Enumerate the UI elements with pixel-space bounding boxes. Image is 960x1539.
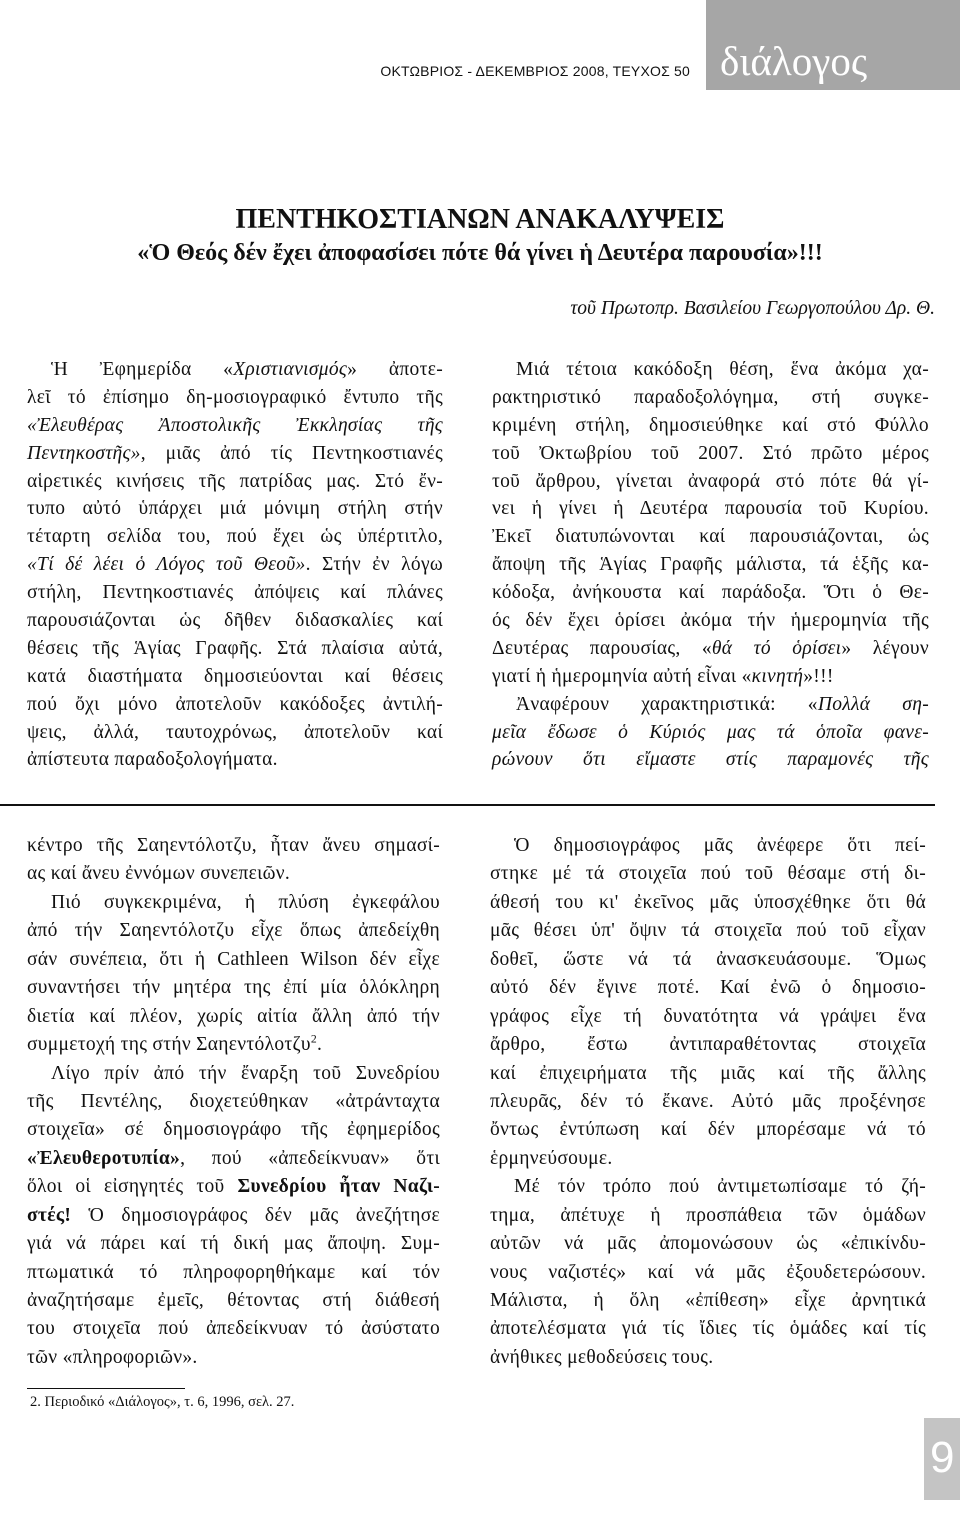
text-line bbox=[492, 663, 929, 691]
text-line: θέσεις τῆς Ἁγίας Γραφῆς. Στά πλαίσια αὐτά, bbox=[27, 637, 443, 659]
text-segment: γιατί ἡ ἡμερομηνία αὐτή εἶναι « bbox=[492, 665, 752, 687]
text-line: μεῖα ἔδωσε ὁ Κύριός μας τά ὁποῖα φανε- bbox=[492, 721, 929, 743]
issue-line: ΟΚΤΩΒΡΙΟΣ - ΔΕΚΕΜΒΡΙΟΣ 2008, ΤΕΥΧΟΣ 50 bbox=[380, 63, 690, 79]
text-line: Λίγο πρίν ἀπό τήν ἔναρξη τοῦ Συνεδρίου bbox=[51, 1062, 440, 1084]
text-line: πλευρᾶς, δέν τό ἔκανε. Αὐτό μᾶς προξένησε bbox=[490, 1090, 926, 1112]
article-title: ΠΕΝΤΗΚΟΣΤΙΑΝΩΝ ΑΝΑΚΑΛΥΨΕΙΣ bbox=[235, 204, 725, 235]
text-line: ἄποψη τῆς Ἁγίας Γραφῆς μάλιστα, τά ἑξῆς κα- bbox=[492, 554, 929, 576]
text-line: γιά νά πάρει καί τή δική μας ἄποψη. Συμ- bbox=[27, 1233, 440, 1255]
text-line: καί ἐπιχειρήματα τῆς μιᾶς καί τῆς ἄλλης bbox=[490, 1062, 926, 1084]
text-segment: συμμετοχή της στήν Σαηεντόλοτζυ bbox=[27, 1034, 311, 1056]
text-line: ός δέν ἔχει ὁρίσει ἀκόμα τήν ἡμερομηνία τῆς bbox=[492, 610, 929, 632]
text-line: γράφος εἶχε τή δυνατότητα νά γράψει ἕνα bbox=[490, 1005, 926, 1027]
text-line: συναντήσει τήν μητέρα της ἐπί μία ὁλόκληρη bbox=[27, 977, 440, 999]
text-line: τέταρτη σελίδα του, πού ἔχει ὡς ὑπέρτιτλο, bbox=[27, 526, 443, 548]
text-line: ἀνήθικες μεθοδεύσεις τους. bbox=[490, 1346, 714, 1368]
text-line: ρακτηριστικό παραδοξολόγημα, στή συγκε- bbox=[492, 386, 929, 408]
text-line: στηκε μέ τά στοιχεῖα πού τοῦ θέσαμε στή δι- bbox=[490, 863, 926, 885]
text-line bbox=[27, 440, 443, 468]
text-segment-italic: «Τί δέ λέει ὁ Λόγος τοῦ Θεοῦ» bbox=[27, 554, 306, 576]
text-line: κόδοξα, ἀνήκουστα καί παράδοξα. Ὅτι ὁ Θε- bbox=[492, 582, 929, 604]
text-segment: . bbox=[317, 1034, 323, 1056]
text-line: άθεσή του κι' ἐκεῖνος μᾶς ὑποσχέθηκε ὅτι θά bbox=[490, 891, 926, 913]
text-line: Πιό συγκεκριμένα, ἡ πλύση ἐγκεφάλου bbox=[51, 891, 440, 913]
text-line: αὐτό δέν ἔγινε ποτέ. Καί ἐνῶ ὁ δημοσιο- bbox=[490, 977, 926, 999]
text-segment: Ἡ Ἐφημερίδα « bbox=[51, 359, 234, 380]
text-line: τημα, ἀπέτυχε ἡ προσπάθεια τῶν ὁμάδων bbox=[490, 1204, 926, 1226]
text-segment-bold: στές! bbox=[27, 1204, 72, 1226]
text-line: αἱρετικές κινήσεις τῆς πατρίδας μας. Στό ἔν- bbox=[27, 470, 443, 492]
text-segment-italic: Πεντηκοστῆς» bbox=[27, 442, 141, 464]
text-line: Μιά τέτοια κακόδοξη θέση, ἕνα ἀκόμα χα- bbox=[516, 359, 929, 380]
text-line: στοιχεῖα» σέ δημοσιογράφο τῆς ἐφημερίδος bbox=[27, 1119, 440, 1141]
page-number-box bbox=[924, 1418, 960, 1500]
text-line bbox=[492, 635, 929, 663]
text-segment: » ἀποτε- bbox=[347, 359, 443, 380]
upper-left-column bbox=[27, 356, 443, 774]
magazine-brand-box bbox=[706, 0, 960, 90]
text-segment-italic: Χριστιανισμός bbox=[233, 359, 348, 380]
text-line: ρώνουν ὅτι εἴμαστε στίς παραμονές τῆς bbox=[492, 749, 929, 771]
text-segment-italic: θά τό ὁρίσει bbox=[711, 637, 842, 659]
upper-right-column bbox=[492, 356, 929, 774]
text-line: κριμένη στήλη, δημοσιεύθηκε καί στό Φύλλο bbox=[492, 414, 929, 436]
text-segment-italic: Πολλά ση- bbox=[817, 693, 929, 715]
text-segment: . Στήν ἐν λόγω bbox=[305, 554, 443, 576]
text-line: τῶν «πληροφοριῶν». bbox=[27, 1346, 198, 1368]
text-line: ἑρμηνεύσουμε. bbox=[490, 1147, 613, 1169]
text-line: Ὁ δημοσιογράφος μᾶς ἀνέφερε ὅτι πεί- bbox=[514, 835, 926, 856]
text-line: διετία καί πλέον, χωρίς αἰτία ἄλλη ἀπό τήν bbox=[27, 1005, 440, 1027]
text-line: παρουσιάζονται ὡς δῆθεν διδασκαλίες καί bbox=[27, 610, 443, 632]
text-segment: Ἀναφέρουν χαρακτηριστικά: « bbox=[516, 693, 818, 715]
text-line: Μάλιστα, ἡ ὅλη «ἐπίθεση» εἶχε ἀρνητικά bbox=[490, 1290, 926, 1311]
text-segment: , μιᾶς ἀπό τίς Πεντηκοστιανές bbox=[140, 442, 443, 464]
text-line: του στοιχεῖα πού ἀπεδείκνυαν τό ἀσύστατο bbox=[27, 1318, 440, 1340]
text-line: ἀπίστευτα παραδοξολογήματα. bbox=[27, 749, 278, 771]
text-segment-bold: Συνεδρίου ἦταν Ναζι- bbox=[237, 1176, 440, 1198]
text-line: ἀπό τήν Σαηεντόλοτζυ εἶχε ὅπως ἀπεδείχθη bbox=[27, 920, 440, 942]
text-line: κέντρο τῆς Σαηεντόλοτζυ, ἦταν ἄνευ σημασί- bbox=[27, 835, 440, 856]
text-line: ἄρθρο, ἔστω ἀντιπαραθέτοντας στοιχεῖα bbox=[490, 1034, 926, 1056]
text-line: στήλη, Πεντηκοστιανές ἀπόψεις καί πλάνες bbox=[27, 582, 443, 604]
text-line: νει ἡ γίνει ἡ Δευτέρα παρουσία τοῦ Κυρίου. bbox=[492, 498, 929, 520]
text-line: Ἐκεῖ διατυπώνονται καί παρουσιάζονται, ὡς bbox=[492, 526, 929, 548]
text-line: σάν συνέπεια, ὅτι ἡ Cathleen Wilson δέν εἶχε bbox=[27, 948, 440, 970]
text-segment: , πού «ἀπεδείκνυαν» ὅτι bbox=[180, 1147, 440, 1169]
text-line: νους ναζιστές» καί νά μᾶς ἐξουδετερώσουν. bbox=[490, 1261, 926, 1283]
text-line: κατά διαστήματα δημοσιεύονται καί θέσεις bbox=[27, 665, 443, 687]
text-segment: » λέγουν bbox=[841, 637, 929, 659]
text-line: Μέ τόν τρόπο πού ἀντιμετωπίσαμε τό ζή- bbox=[514, 1176, 926, 1198]
text-line: τυπο αὐτό ὑπάρχει μιά μόνιμη στήλη στήν bbox=[27, 498, 443, 520]
text-line: ἀποτελέσματα γιά τίς ἴδιες τίς ὁμάδες καί τίς bbox=[490, 1318, 926, 1340]
text-line: πού ὄχι μόνο ἀποτελοῦν κακόδοξες ἀντιλή- bbox=[27, 693, 443, 715]
text-line: ὄντως ἐντύπωση καί δέν μπορέσαμε νά τό bbox=[490, 1119, 926, 1141]
text-line: δοθεῖ, ὥστε νά τά ἀνασκευάσουμε. Ὅμως bbox=[490, 948, 926, 970]
text-line: ας καί ἄνευ ἐννόμων συνεπειῶν. bbox=[27, 863, 291, 885]
article-author: τοῦ Πρωτοπρ. Βασιλείου Γεωργοπούλου Δρ. Θ. bbox=[570, 298, 935, 319]
text-line: αὐτῶν νά μᾶς ἀπομονώσουν ὡς «ἐπικίνδυ- bbox=[490, 1233, 926, 1255]
text-line: ἀναζητήσαμε ἐμεῖς, θέτοντας στή διάθεσή bbox=[27, 1290, 440, 1311]
footnote-reference: 2 bbox=[310, 1032, 318, 1046]
text-line: «Ἐλευθέρας Ἀποστολικῆς Ἐκκλησίας τῆς bbox=[27, 414, 443, 436]
footnote-divider bbox=[27, 1388, 185, 1389]
text-line bbox=[27, 356, 443, 384]
text-segment: »!!! bbox=[803, 665, 834, 687]
text-line bbox=[492, 691, 929, 719]
section-divider bbox=[0, 804, 935, 806]
text-segment: Ὁ δημοσιογράφος δέν μᾶς ἀνεζήτησε bbox=[71, 1204, 440, 1226]
text-line bbox=[27, 551, 443, 579]
text-line bbox=[27, 1202, 440, 1230]
text-segment-bold: «Ἐλευθεροτυπία» bbox=[27, 1147, 181, 1169]
lower-right-column bbox=[490, 832, 926, 1372]
text-line: πτωματικά τό πληροφορηθήκαμε καί τόν bbox=[27, 1261, 440, 1283]
text-line: τοῦ Ὀκτωβρίου τοῦ 2007. Στό πρῶτο μέρος bbox=[492, 442, 929, 464]
text-line: μᾶς θέσει ὑπ' ὄψιν τά στοιχεῖα πού τοῦ εἶχαν bbox=[490, 920, 926, 942]
text-line bbox=[27, 1031, 440, 1059]
magazine-name: διάλογος bbox=[720, 38, 868, 84]
text-segment: ὅλοι οἱ εἰσηγητές τοῦ bbox=[27, 1176, 238, 1198]
page-number: 9 bbox=[930, 1433, 955, 1482]
text-segment: Δευτέρας παρουσίας, « bbox=[492, 637, 712, 659]
article-subtitle: «Ὁ Θεός δέν ἔχει ἀποφασίσει πότε θά γίνει ἡ Δευτέρα παρουσία»!!! bbox=[137, 240, 823, 266]
text-line: ψεις, ἀλλά, ταυτοχρόνως, ἀποτελοῦν καί bbox=[27, 721, 443, 743]
text-segment-italic: κινητή bbox=[751, 665, 804, 687]
text-line: τῆς Πεντέλης, διοχετεύθηκαν «ἀτράνταχτα bbox=[27, 1090, 440, 1112]
text-line bbox=[27, 1145, 440, 1173]
text-line bbox=[27, 1173, 440, 1201]
footnote: 2. Περιοδικό «Διάλογος», τ. 6, 1996, σελ. 27. bbox=[30, 1394, 295, 1410]
text-line: λεῖ τό ἐπίσημο δη-μοσιογραφικό ἔντυπο τῆς bbox=[27, 386, 443, 408]
lower-left-column bbox=[27, 832, 440, 1372]
text-line: τοῦ ἄρθρου, γίνεται ἀναφορά στό πότε θά γί- bbox=[492, 470, 929, 492]
